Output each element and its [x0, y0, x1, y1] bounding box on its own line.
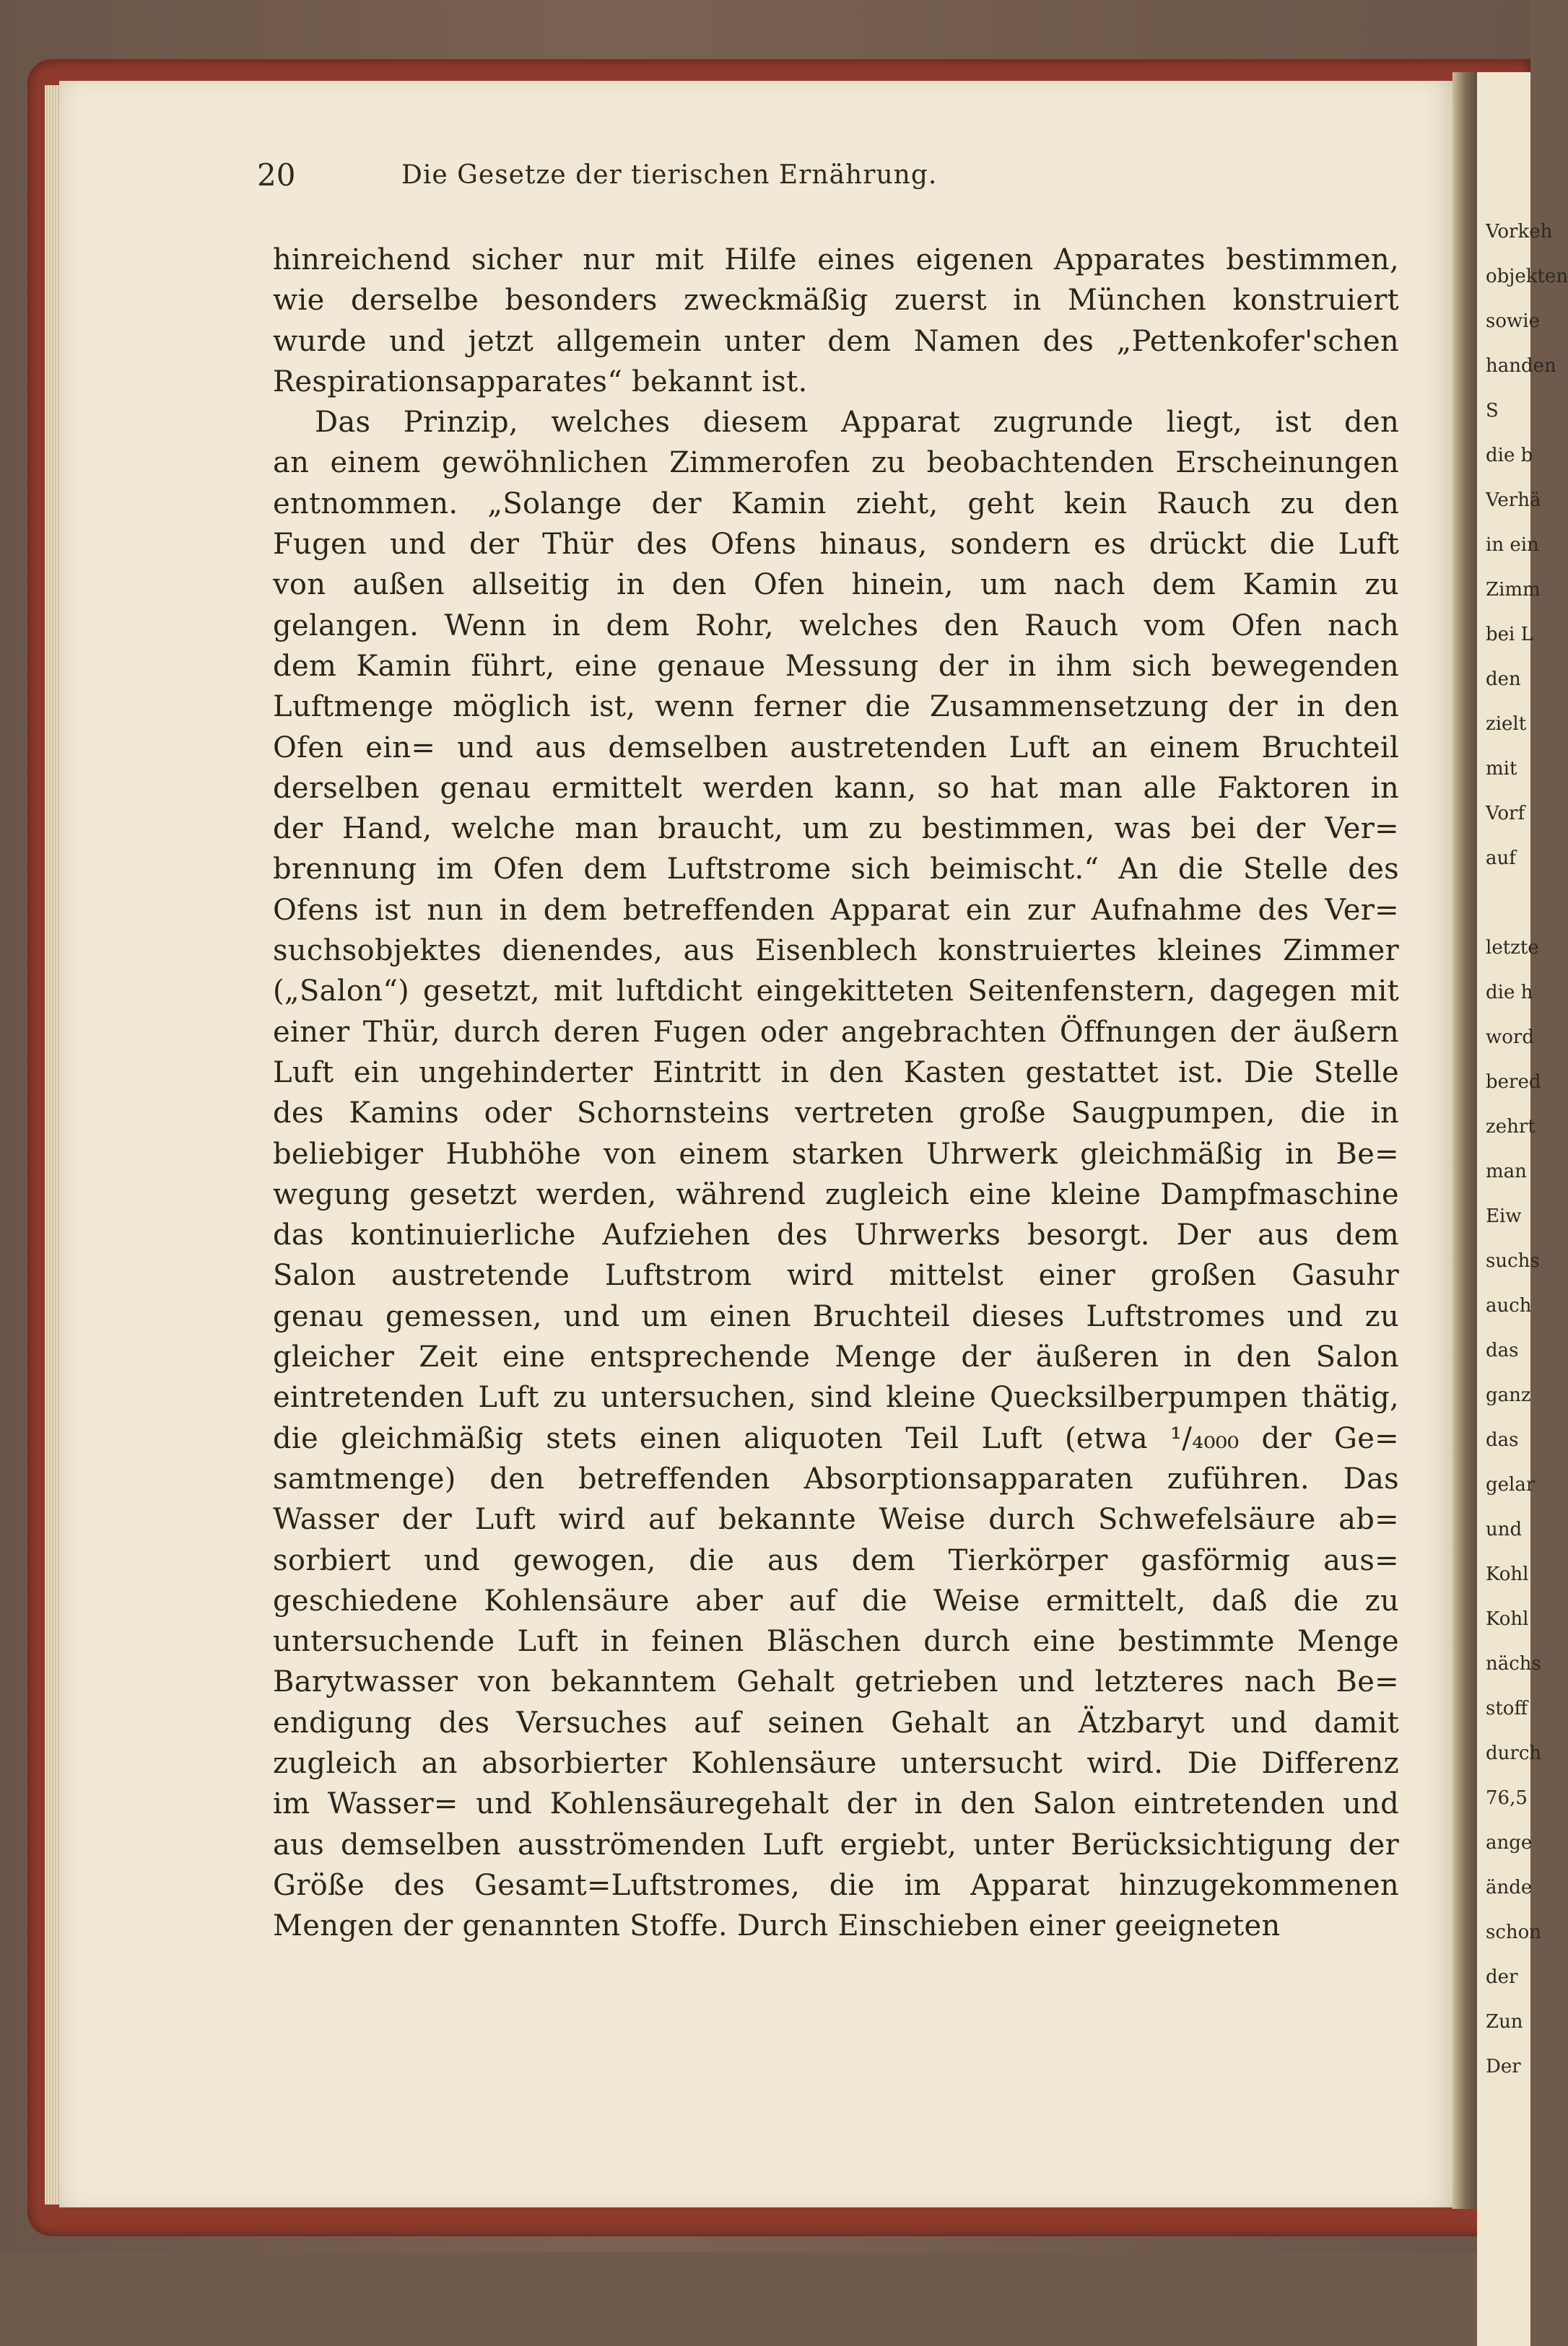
next-page-word: nächs	[1486, 1653, 1541, 1675]
next-page-word: das	[1486, 1429, 1519, 1451]
text-line: entnommen. „Solange der Kamin zieht, geht kein Rauch zu den	[273, 487, 1399, 520]
text-line: hinreichend sicher nur mit Hilfe eines eigenen Apparates bestimmen,	[273, 243, 1399, 276]
text-line: Barytwasser von bekanntem Gehalt getrieben und letzteres nach Be=	[273, 1665, 1399, 1699]
text-line: eintretenden Luft zu untersuchen, sind kleine Quecksilberpumpen thätig,	[273, 1381, 1399, 1415]
next-page-word: suchs	[1486, 1250, 1540, 1272]
text-line: suchsobjektes dienendes, aus Eisenblech konstruiertes kleines Zimmer	[273, 934, 1399, 968]
next-page-word: objekten	[1486, 266, 1568, 287]
text-line: wegung gesetzt werden, während zugleich eine kleine Dampfmaschine	[273, 1177, 1399, 1211]
text-line: Wasser der Luft wird auf bekannte Weise durch Schwefelsäure ab=	[273, 1503, 1399, 1537]
next-page-word: gelar	[1486, 1474, 1536, 1496]
next-page-word: man	[1486, 1161, 1527, 1182]
next-page-word: Vorf	[1486, 803, 1525, 824]
next-page-word: die h	[1486, 982, 1533, 1003]
next-page-word: auf	[1486, 847, 1516, 869]
running-head: Die Gesetze der tierischen Ernährung.	[401, 160, 938, 190]
text-line: der Hand, welche man braucht, um zu bestimmen, was bei der Ver=	[273, 812, 1399, 846]
next-page-word: S	[1486, 400, 1499, 422]
text-line: wie derselbe besonders zweckmäßig zuerst in München konstruiert	[273, 284, 1399, 318]
text-line: das kontinuierliche Aufziehen des Uhrwerks besorgt. Der aus dem	[273, 1218, 1399, 1252]
page-header	[225, 157, 1409, 193]
text-line: von außen allseitig in den Ofen hinein, um nach dem Kamin zu	[273, 568, 1399, 602]
next-page-word: ganz	[1486, 1385, 1531, 1406]
text-line: wurde und jetzt allgemein unter dem Namen des „Pettenkofer'schen	[273, 324, 1399, 358]
next-page-word: auch	[1486, 1295, 1532, 1317]
next-page-word: handen	[1486, 355, 1556, 377]
text-line: gleicher Zeit eine entsprechende Menge der äußeren in den Salon	[273, 1340, 1399, 1374]
text-line: untersuchende Luft in feinen Bläschen durch eine bestimmte Menge	[273, 1625, 1399, 1659]
text-line: Ofen ein= und aus demselben austretenden Luft an einem Bruchteil	[273, 731, 1399, 764]
text-line: Respirationsapparates“ bekannt ist.	[273, 365, 808, 398]
text-line: des Kamins oder Schornsteins vertreten große Saugpumpen, die in	[273, 1096, 1399, 1130]
text-line: an einem gewöhnlichen Zimmerofen zu beobachtenden Erscheinungen	[273, 446, 1399, 480]
text-line: Größe des Gesamt=Luftstromes, die im Apparat hinzugekommenen	[273, 1868, 1399, 1902]
text-line: aus demselben ausströmenden Luft ergiebt, unter Berücksichtigung der	[273, 1828, 1399, 1862]
next-page-word: Zimm	[1486, 579, 1541, 601]
next-page-word: die b	[1486, 445, 1533, 466]
next-page-word: bei L	[1486, 624, 1533, 645]
next-page-word: den	[1486, 668, 1521, 690]
book-gutter	[1452, 72, 1477, 2209]
text-line: brennung im Ofen dem Luftstrome sich beimischt.“ An die Stelle des	[273, 853, 1399, 886]
text-line: Mengen der genannten Stoffe. Durch Einschieben einer geeigneten	[273, 1909, 1281, 1943]
next-page-word: Kohl	[1486, 1608, 1529, 1630]
body-text	[273, 240, 1399, 1946]
next-page-word: stoff	[1486, 1698, 1528, 1719]
text-line: im Wasser= und Kohlensäuregehalt der in den Salon eintretenden und	[273, 1787, 1399, 1821]
text-line: samtmenge) den betreffenden Absorptionsapparaten zuführen. Das	[273, 1462, 1399, 1496]
next-page-word: ände	[1486, 1877, 1533, 1898]
next-page-word: Kohl	[1486, 1564, 1529, 1585]
next-page-word: ange	[1486, 1832, 1533, 1854]
next-page-word: word	[1486, 1026, 1534, 1048]
next-page-word: in ein	[1486, 534, 1539, 556]
text-line: Luftmenge möglich ist, wenn ferner die Zusammensetzung der in den	[273, 690, 1399, 724]
text-line: die gleichmäßig stets einen aliquoten Teil Luft (etwa ¹/₄₀₀₀ der Ge=	[273, 1421, 1399, 1455]
text-line: beliebiger Hubhöhe von einem starken Uhrwerk gleichmäßig in Be=	[273, 1137, 1399, 1171]
next-page-word: der	[1486, 1966, 1518, 1988]
next-page-word: zehrt	[1486, 1116, 1536, 1138]
next-page-word: bered	[1486, 1071, 1541, 1093]
page-number: 20	[257, 157, 296, 193]
next-page-word	[1477, 881, 1530, 925]
text-line: Ofens ist nun in dem betreffenden Apparat ein zur Aufnahme des Ver=	[273, 893, 1399, 927]
text-line: derselben genau ermittelt werden kann, so hat man alle Faktoren in	[273, 771, 1399, 805]
text-line: geschiedene Kohlensäure aber auf die Weise ermittelt, daß die zu	[273, 1584, 1399, 1618]
text-line: Fugen und der Thür des Ofens hinaus, sondern es drückt die Luft	[273, 528, 1399, 562]
text-line: Das Prinzip, welches diesem Apparat zugrunde liegt, ist den	[315, 406, 1399, 440]
next-page-word: Vorkeh	[1486, 221, 1553, 243]
text-line: dem Kamin führt, eine genaue Messung der in ihm sich bewegenden	[273, 649, 1399, 683]
text-line: Luft ein ungehinderter Eintritt in den Kasten gestattet ist. Die Stelle	[273, 1055, 1399, 1089]
next-page-word: Verhä	[1486, 489, 1541, 511]
text-line: endigung des Versuches auf seinen Gehalt an Ätzbaryt und damit	[273, 1706, 1399, 1740]
text-line: („Salon“) gesetzt, mit luftdicht eingekitteten Seitenfenstern, dagegen mit	[273, 974, 1399, 1008]
next-page-word: letzte	[1486, 937, 1539, 959]
next-page-word: das	[1486, 1340, 1519, 1361]
next-page-word: sowie	[1486, 310, 1540, 332]
text-line: zugleich an absorbierter Kohlensäure untersucht wird. Die Differenz	[273, 1746, 1399, 1780]
text-line: genau gemessen, und um einen Bruchteil dieses Luftstromes und zu	[273, 1299, 1399, 1333]
next-page-word: durch	[1486, 1743, 1542, 1764]
text-line: gelangen. Wenn in dem Rohr, welches den Rauch vom Ofen nach	[273, 609, 1399, 642]
next-page-word: und	[1486, 1519, 1523, 1540]
text-line: sorbiert und gewogen, die aus dem Tierkörper gasförmig aus=	[273, 1543, 1399, 1577]
next-page-word: schon	[1486, 1922, 1542, 1943]
next-page-word: zielt	[1486, 713, 1527, 735]
next-page-word: mit	[1486, 758, 1517, 780]
next-page-word: 76,5	[1486, 1787, 1528, 1809]
next-page-word: Der	[1486, 2056, 1521, 2077]
next-page-word: Zun	[1486, 2011, 1523, 2033]
text-line: einer Thür, durch deren Fugen oder angebrachten Öffnungen der äußern	[273, 1015, 1399, 1049]
next-page-word: Eiw	[1486, 1205, 1522, 1227]
next-page-fragment	[1477, 72, 1568, 2346]
text-line: Salon austretende Luftstrom wird mittelst einer großen Gasuhr	[273, 1259, 1399, 1293]
page-edges	[45, 85, 59, 2205]
